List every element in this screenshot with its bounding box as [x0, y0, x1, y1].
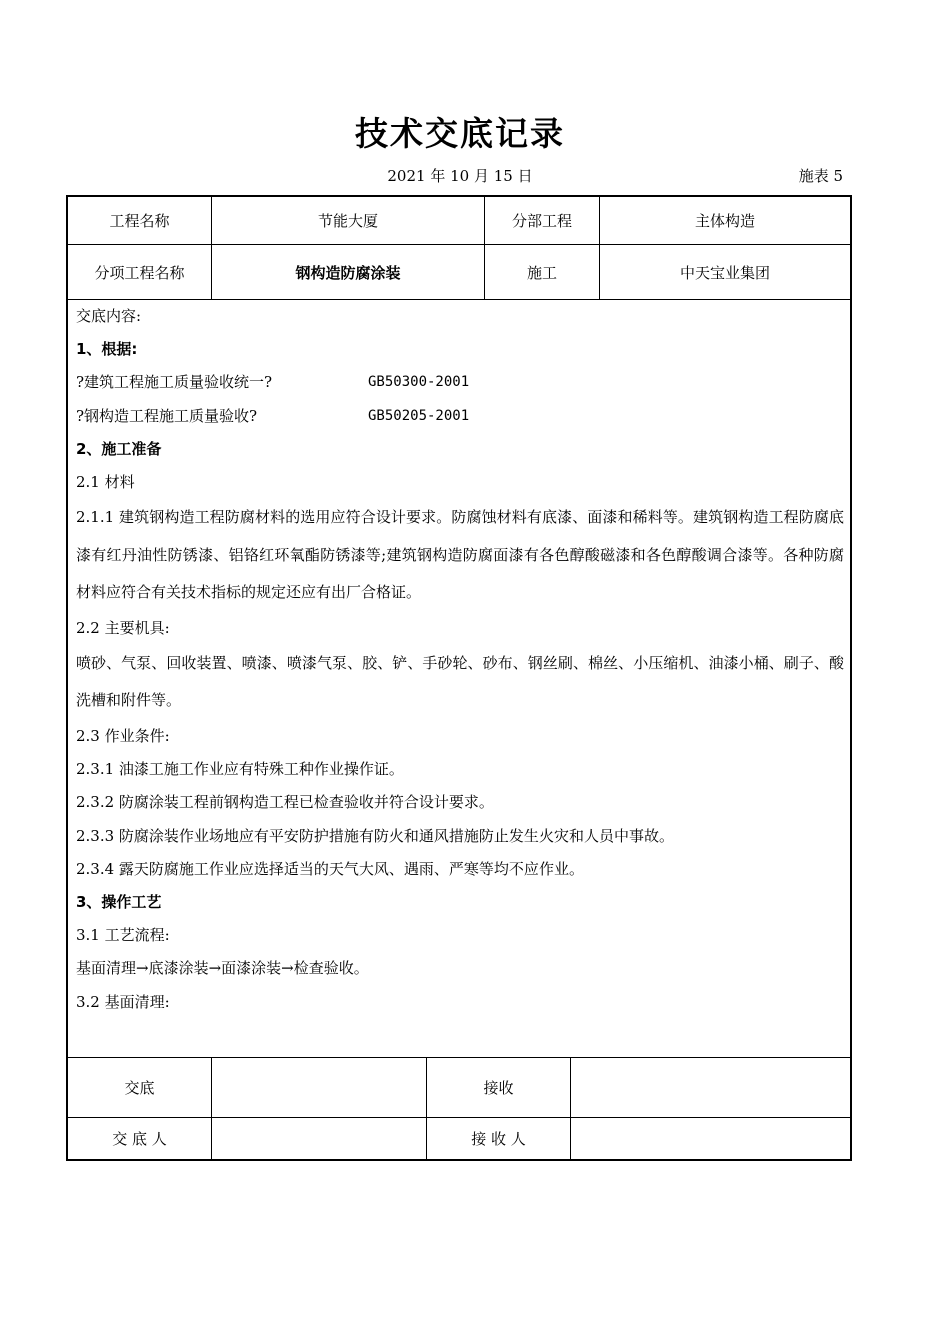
paragraph: 喷砂、气泵、回收装置、喷漆、喷漆气泵、胶、铲、手砂轮、砂布、钢丝刷、棉丝、小压缩机、油漆小桶、刷子、酸洗槽和附件等。	[76, 653, 844, 710]
construction-label: 施工	[526, 263, 557, 282]
handover-label: 交底	[124, 1079, 155, 1097]
subsection-heading: 3.2 基面清理:	[76, 992, 170, 1011]
handover-person-label: 交 底 人	[112, 1130, 167, 1148]
subitem-value: 钢构造防腐涂装	[295, 263, 401, 282]
section-heading: 1、根据:	[76, 340, 138, 359]
project-name-value: 节能大厦	[317, 212, 378, 230]
subsection-heading: 2.2 主要机具:	[76, 618, 170, 637]
subsection-heading: 2.1 材料	[76, 473, 135, 492]
construction-value: 中天宝业集团	[679, 263, 770, 282]
paragraph: 基面清理→底漆涂装→面漆涂装→检查验收。	[76, 959, 369, 978]
handover-content	[76, 300, 844, 1019]
reference-standard	[76, 366, 844, 399]
paragraph: 2.1.1 建筑钢构造工程防腐材料的选用应符合设计要求。防腐蚀材料有底漆、面漆和稀料等。建筑钢构造工程防腐底漆有红丹油性防锈漆、铝铬红环氧酯防锈漆等;建筑钢构造防腐面漆有各色醇酸磁漆和各色醇酸调合漆等。各种防腐材料应符合有关技术指标的规定还应有出厂合格证。	[76, 508, 844, 602]
paragraph: 2.3.2 防腐涂装工程前钢构造工程已检查验收并符合设计要求。	[76, 793, 494, 812]
handover-person-field[interactable]	[212, 1118, 426, 1159]
division-label: 分部工程	[511, 212, 572, 230]
paragraph: 2.3.4 露天防腐施工作业应选择适当的天气大风、遇雨、严寒等均不应作业。	[76, 859, 584, 878]
subsection-heading: 2.3 作业条件:	[76, 726, 170, 745]
page-title: 技术交底记录	[355, 114, 565, 153]
paragraph: 2.3.1 油漆工施工作业应有特殊工种作业操作证。	[76, 760, 404, 779]
record-date: 2021 年 10 月 15 日	[387, 167, 533, 185]
section-heading: 2、施工准备	[76, 439, 162, 458]
paragraph: 2.3.3 防腐涂装作业场地应有平安防护措施有防火和通风措施防止发生火灾和人员中事故。	[76, 826, 674, 845]
division-value: 主体构造	[694, 212, 755, 230]
subitem-label: 分项工程名称	[94, 263, 185, 282]
reference-standard	[76, 400, 844, 433]
standard-code: GB50300-2001	[368, 374, 470, 391]
receiver-label: 接 收 人	[471, 1130, 526, 1148]
receiver-field[interactable]	[571, 1118, 850, 1159]
form-number: 施表 5	[798, 167, 843, 185]
project-name-label: 工程名称	[109, 212, 170, 230]
standard-code: GB50205-2001	[368, 407, 470, 424]
record-form	[66, 195, 852, 1161]
subsection-heading: 3.1 工艺流程:	[76, 926, 170, 945]
standard-name: ?钢构造工程施工质量验收?	[76, 406, 258, 425]
handover-field[interactable]	[212, 1058, 426, 1117]
section-heading: 3、操作工艺	[76, 892, 162, 911]
content-intro: 交底内容:	[76, 307, 142, 325]
receive-label: 接收	[483, 1079, 514, 1097]
receive-field[interactable]	[571, 1058, 850, 1117]
standard-name: ?建筑工程施工质量验收统一?	[76, 373, 273, 392]
